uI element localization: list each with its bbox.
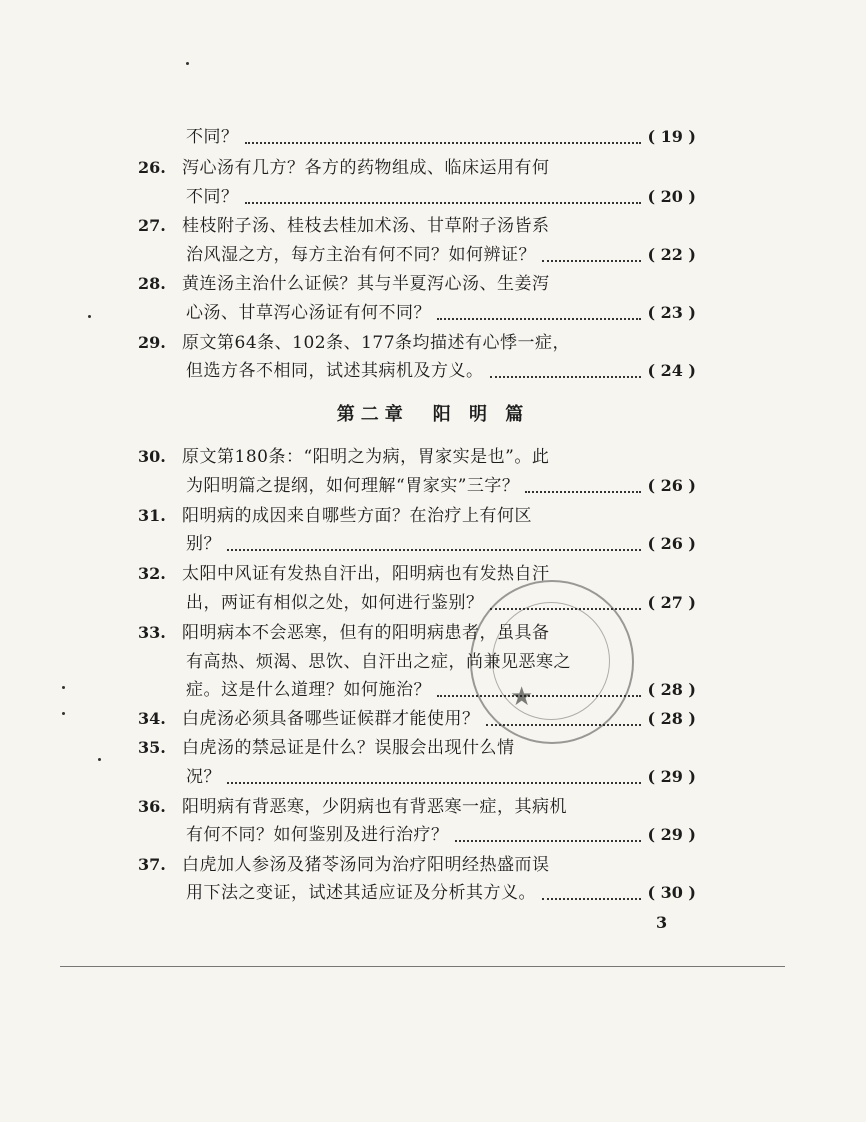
entry-number: 32. (138, 564, 166, 583)
page-number: 3 (656, 913, 668, 932)
entry-text: 桂枝附子汤、桂枝去桂加术汤、甘草附子汤皆系 (182, 216, 550, 236)
entry-number: 36. (138, 797, 166, 816)
entry-number: 28. (138, 274, 166, 293)
entry-text: 出，两证有相似之处，如何进行鉴别？ (186, 593, 484, 613)
entry-page: ( 26 ) (647, 534, 696, 553)
dot-leader (455, 840, 642, 842)
toc-line (186, 590, 696, 616)
entry-number: 33. (138, 623, 166, 642)
dot-leader (245, 142, 642, 144)
toc-line (186, 242, 696, 268)
scan-speck (88, 315, 91, 318)
toc-line (186, 300, 696, 326)
entry-text: 原文第64条、102条、177条均描述有心悸一症， (182, 333, 571, 353)
entry-text: 症。这是什么道理？如何施治？ (186, 680, 431, 700)
entry-number: 35. (138, 738, 166, 757)
entry-text: 用下法之变证，试述其适应证及分析其方义。 (186, 883, 536, 903)
toc-line (186, 473, 696, 499)
toc-line (186, 124, 696, 150)
entry-page: ( 23 ) (647, 303, 696, 322)
toc-line (186, 358, 696, 384)
entry-page: ( 28 ) (647, 680, 696, 699)
entry-text: 但选方各不相同，试述其病机及方义。 (186, 361, 484, 381)
entry-text: 太阳中风证有发热自汗出，阳明病也有发热自汗 (182, 564, 550, 584)
toc-line (138, 735, 698, 761)
entry-page: ( 19 ) (647, 127, 696, 146)
entry-text: 不同？ (186, 187, 239, 207)
star-icon: ★ (510, 682, 534, 712)
dot-leader (227, 782, 641, 784)
toc-line (186, 880, 696, 906)
entry-text: 不同？ (186, 127, 239, 147)
toc-line (186, 764, 696, 790)
entry-text: 有何不同？如何鉴别及进行治疗？ (186, 825, 449, 845)
entry-number: 27. (138, 216, 166, 235)
dot-leader (245, 202, 642, 204)
entry-text: 阳明病的成因来自哪些方面？在治疗上有何区 (182, 506, 532, 526)
dot-leader (542, 898, 641, 900)
entry-page: ( 28 ) (647, 709, 696, 728)
entry-number: 37. (138, 855, 166, 874)
entry-page: ( 29 ) (647, 825, 696, 844)
entry-page: ( 30 ) (647, 883, 696, 902)
entry-text: 有高热、烦渴、思饮、自汗出之症，尚兼见恶寒之 (186, 652, 571, 672)
entry-text: 别？ (186, 534, 221, 554)
toc-line (138, 794, 698, 820)
toc-line (138, 155, 698, 181)
entry-number: 31. (138, 506, 166, 525)
entry-page: ( 22 ) (647, 245, 696, 264)
entry-number: 30. (138, 447, 166, 466)
dot-leader (525, 491, 641, 493)
scan-speck (62, 712, 65, 715)
entry-page: ( 20 ) (647, 187, 696, 206)
toc-line (138, 213, 698, 239)
toc-line (138, 330, 698, 356)
dot-leader (542, 260, 641, 262)
scan-speck (62, 686, 65, 689)
dot-leader (227, 549, 641, 551)
entry-page: ( 26 ) (647, 476, 696, 495)
entry-text: 心汤、甘草泻心汤证有何不同？ (186, 303, 431, 323)
toc-line (138, 271, 698, 297)
entry-text: 白虎汤的禁忌证是什么？误服会出现什么情 (182, 738, 515, 758)
entry-text: 治风湿之方，每方主治有何不同？如何辨证？ (186, 245, 536, 265)
entry-number: 34. (138, 709, 166, 728)
toc-line (186, 822, 696, 848)
toc-line (138, 503, 698, 529)
entry-text: 白虎加人参汤及猪苓汤同为治疗阳明经热盛而误 (182, 855, 550, 875)
entry-page: ( 29 ) (647, 767, 696, 786)
toc-line (138, 444, 698, 470)
scan-speck (186, 62, 189, 65)
scan-speck (98, 758, 101, 761)
entry-number: 26. (138, 158, 166, 177)
bottom-rule (60, 966, 785, 967)
entry-number: 29. (138, 333, 166, 352)
entry-text: 原文第180条：“阳明之为病，胃家实是也”。此 (182, 447, 550, 467)
toc-line (186, 531, 696, 557)
entry-text: 泻心汤有几方？各方的药物组成、临床运用有何 (182, 158, 550, 178)
toc-line (138, 561, 698, 587)
entry-text: 阳明病本不会恶寒，但有的阳明病患者，虽具备 (182, 623, 550, 643)
entry-text: 阳明病有背恶寒，少阴病也有背恶寒一症，其病机 (182, 797, 567, 817)
entry-page: ( 24 ) (647, 361, 696, 380)
entry-text: 为阳明篇之提纲，如何理解“胃家实”三字？ (186, 476, 520, 496)
chapter-heading: 第二章 阳 明 篇 (336, 404, 530, 425)
dot-leader (437, 318, 641, 320)
entry-page: ( 27 ) (647, 593, 696, 612)
entry-text: 白虎汤必须具备哪些证候群才能使用？ (182, 709, 480, 729)
entry-text: 黄连汤主治什么证候？其与半夏泻心汤、生姜泻 (182, 274, 550, 294)
library-stamp (470, 580, 634, 744)
toc-line (186, 184, 696, 210)
entry-text: 况？ (186, 767, 221, 787)
toc-line (138, 852, 698, 878)
dot-leader (490, 376, 642, 378)
